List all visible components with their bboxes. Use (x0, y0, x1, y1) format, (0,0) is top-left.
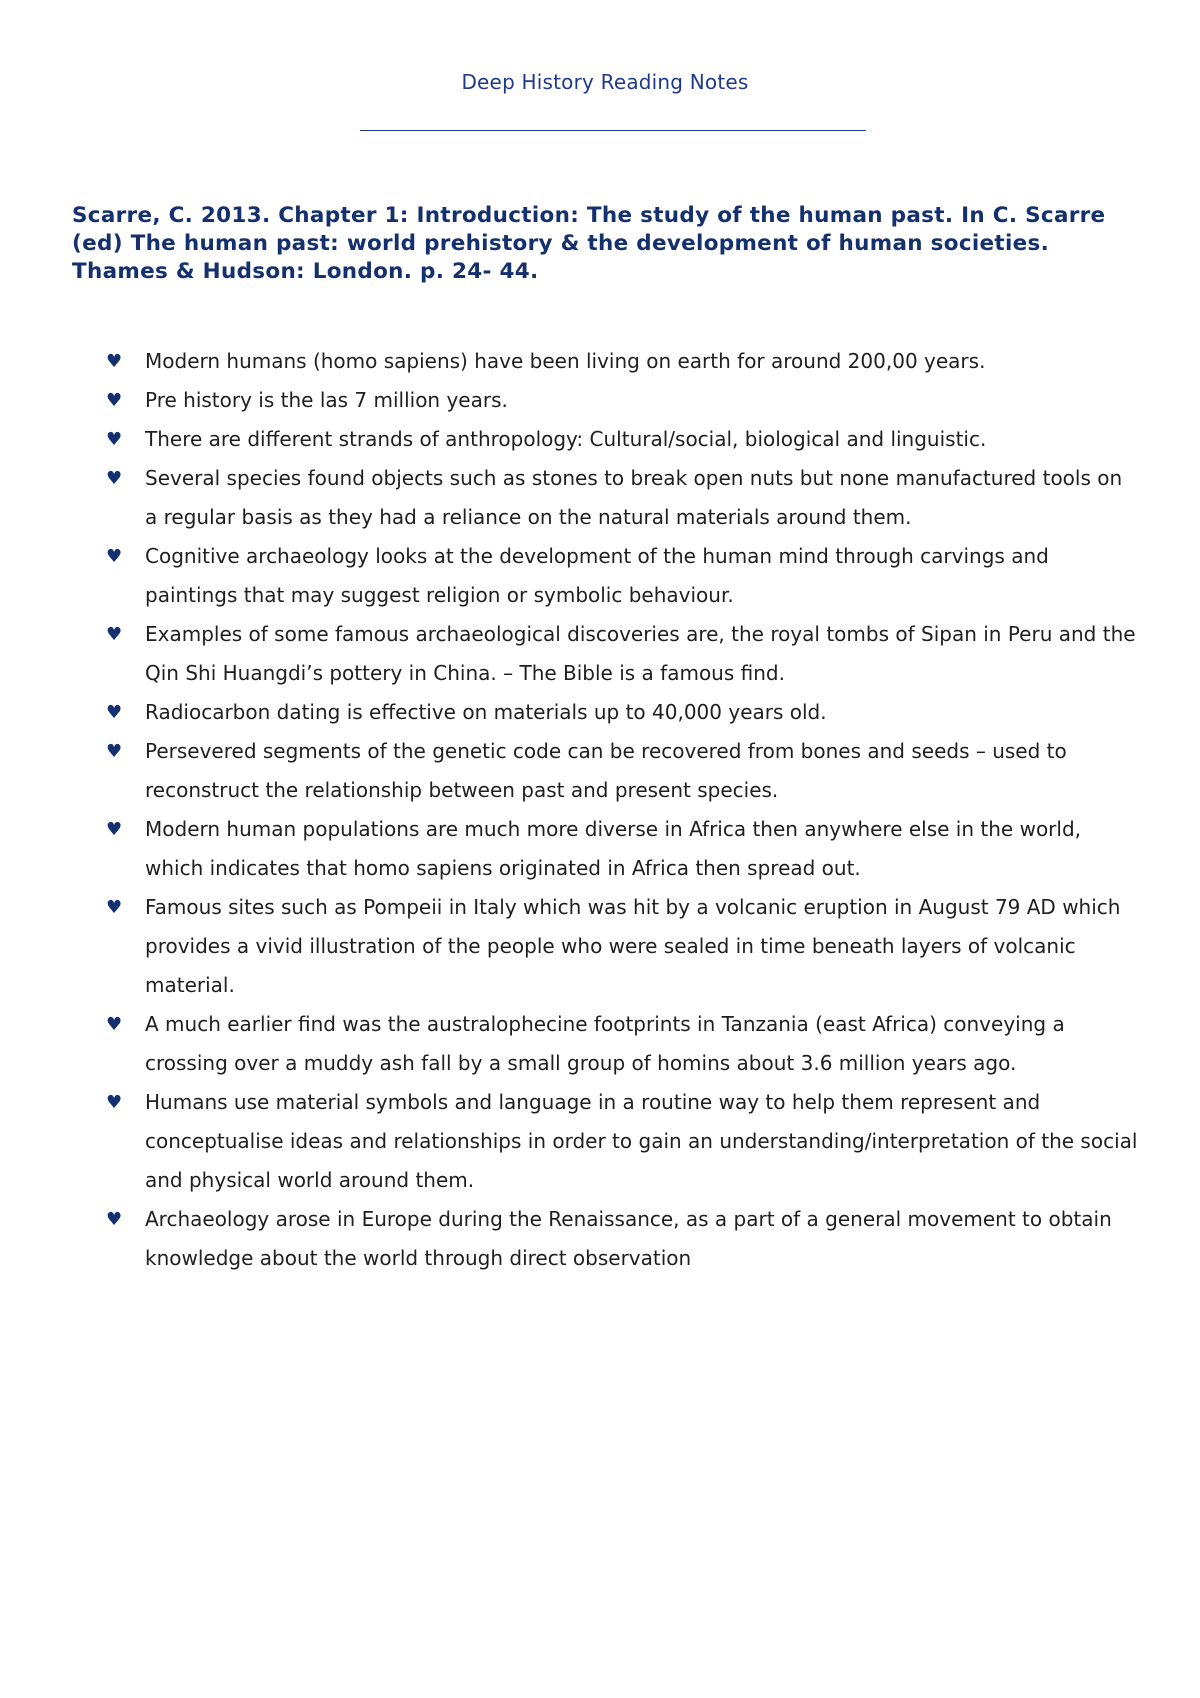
note-text: Radiocarbon dating is effective on materials up to 40,000 years old. (145, 700, 827, 724)
list-item (0, 1083, 1200, 1200)
note-text: Persevered segments of the genetic code can be recovered from bones and seeds – used to reconstruct the relationship between past and present species. (145, 739, 1067, 802)
notes-list (0, 342, 1200, 1278)
heart-bullet-icon: ♥ (106, 546, 123, 567)
heart-bullet-icon: ♥ (106, 1014, 123, 1035)
note-text: A much earlier find was the australophecine footprints in Tanzania (east Africa) conveying a crossing over a muddy ash fall by a small group of homins about 3.6 million years ago. (145, 1012, 1065, 1075)
note-text: Modern humans (homo sapiens) have been living on earth for around 200,00 years. (145, 349, 986, 373)
list-item (0, 537, 1200, 615)
list-item (0, 1005, 1200, 1083)
heart-bullet-icon: ♥ (106, 1092, 123, 1113)
list-item (0, 810, 1200, 888)
note-text: Several species found objects such as stones to break open nuts but none manufactured tools on a regular basis as they had a reliance on the natural materials around them. (145, 466, 1123, 529)
heart-bullet-icon: ♥ (106, 702, 123, 723)
reference-citation: Scarre, C. 2013. Chapter 1: Introduction: The study of the human past. In C. Scarre (ed) The human past: world prehistory & the development of human societies. Thames & Hudson: London. p. 24- 44. (72, 203, 1106, 284)
heart-bullet-icon: ♥ (106, 390, 123, 411)
heart-bullet-icon: ♥ (106, 1209, 123, 1230)
heart-bullet-icon: ♥ (106, 624, 123, 645)
note-text: Modern human populations are much more diverse in Africa then anywhere else in the world, which indicates that homo sapiens originated in Africa then spread out. (145, 817, 1082, 880)
heart-bullet-icon: ♥ (106, 741, 123, 762)
list-item (0, 888, 1200, 1005)
note-text: Pre history is the las 7 million years. (145, 388, 508, 412)
list-item (0, 342, 1200, 381)
note-text: Archaeology arose in Europe during the Renaissance, as a part of a general movement to obtain knowledge about the world through direct observation (145, 1207, 1112, 1270)
heart-bullet-icon: ♥ (106, 897, 123, 918)
list-item (0, 693, 1200, 732)
note-text: Examples of some famous archaeological discoveries are, the royal tombs of Sipan in Peru and the Qin Shi Huangdi’s pottery in China. – The Bible is a famous find. (145, 622, 1136, 685)
note-text: There are different strands of anthropology: Cultural/social, biological and linguistic. (145, 427, 987, 451)
heart-bullet-icon: ♥ (106, 429, 123, 450)
list-item (0, 459, 1200, 537)
list-item (0, 1200, 1200, 1278)
heart-bullet-icon: ♥ (106, 351, 123, 372)
heart-bullet-icon: ♥ (106, 819, 123, 840)
page-header-title: Deep History Reading Notes (461, 70, 749, 94)
list-item (0, 420, 1200, 459)
list-item (0, 381, 1200, 420)
note-text: Famous sites such as Pompeii in Italy which was hit by a volcanic eruption in August 79 AD which provides a vivid illustration of the people who were sealed in time beneath layers of volcanic material. (145, 895, 1121, 997)
heart-bullet-icon: ♥ (106, 468, 123, 489)
header-divider (360, 130, 866, 131)
note-text: Humans use material symbols and language in a routine way to help them represent and conceptualise ideas and relationships in order to gain an understanding/interpretation of the social and physical world around them. (145, 1090, 1138, 1192)
note-text: Cognitive archaeology looks at the development of the human mind through carvings and paintings that may suggest religion or symbolic behaviour. (145, 544, 1049, 607)
list-item (0, 615, 1200, 693)
list-item (0, 732, 1200, 810)
